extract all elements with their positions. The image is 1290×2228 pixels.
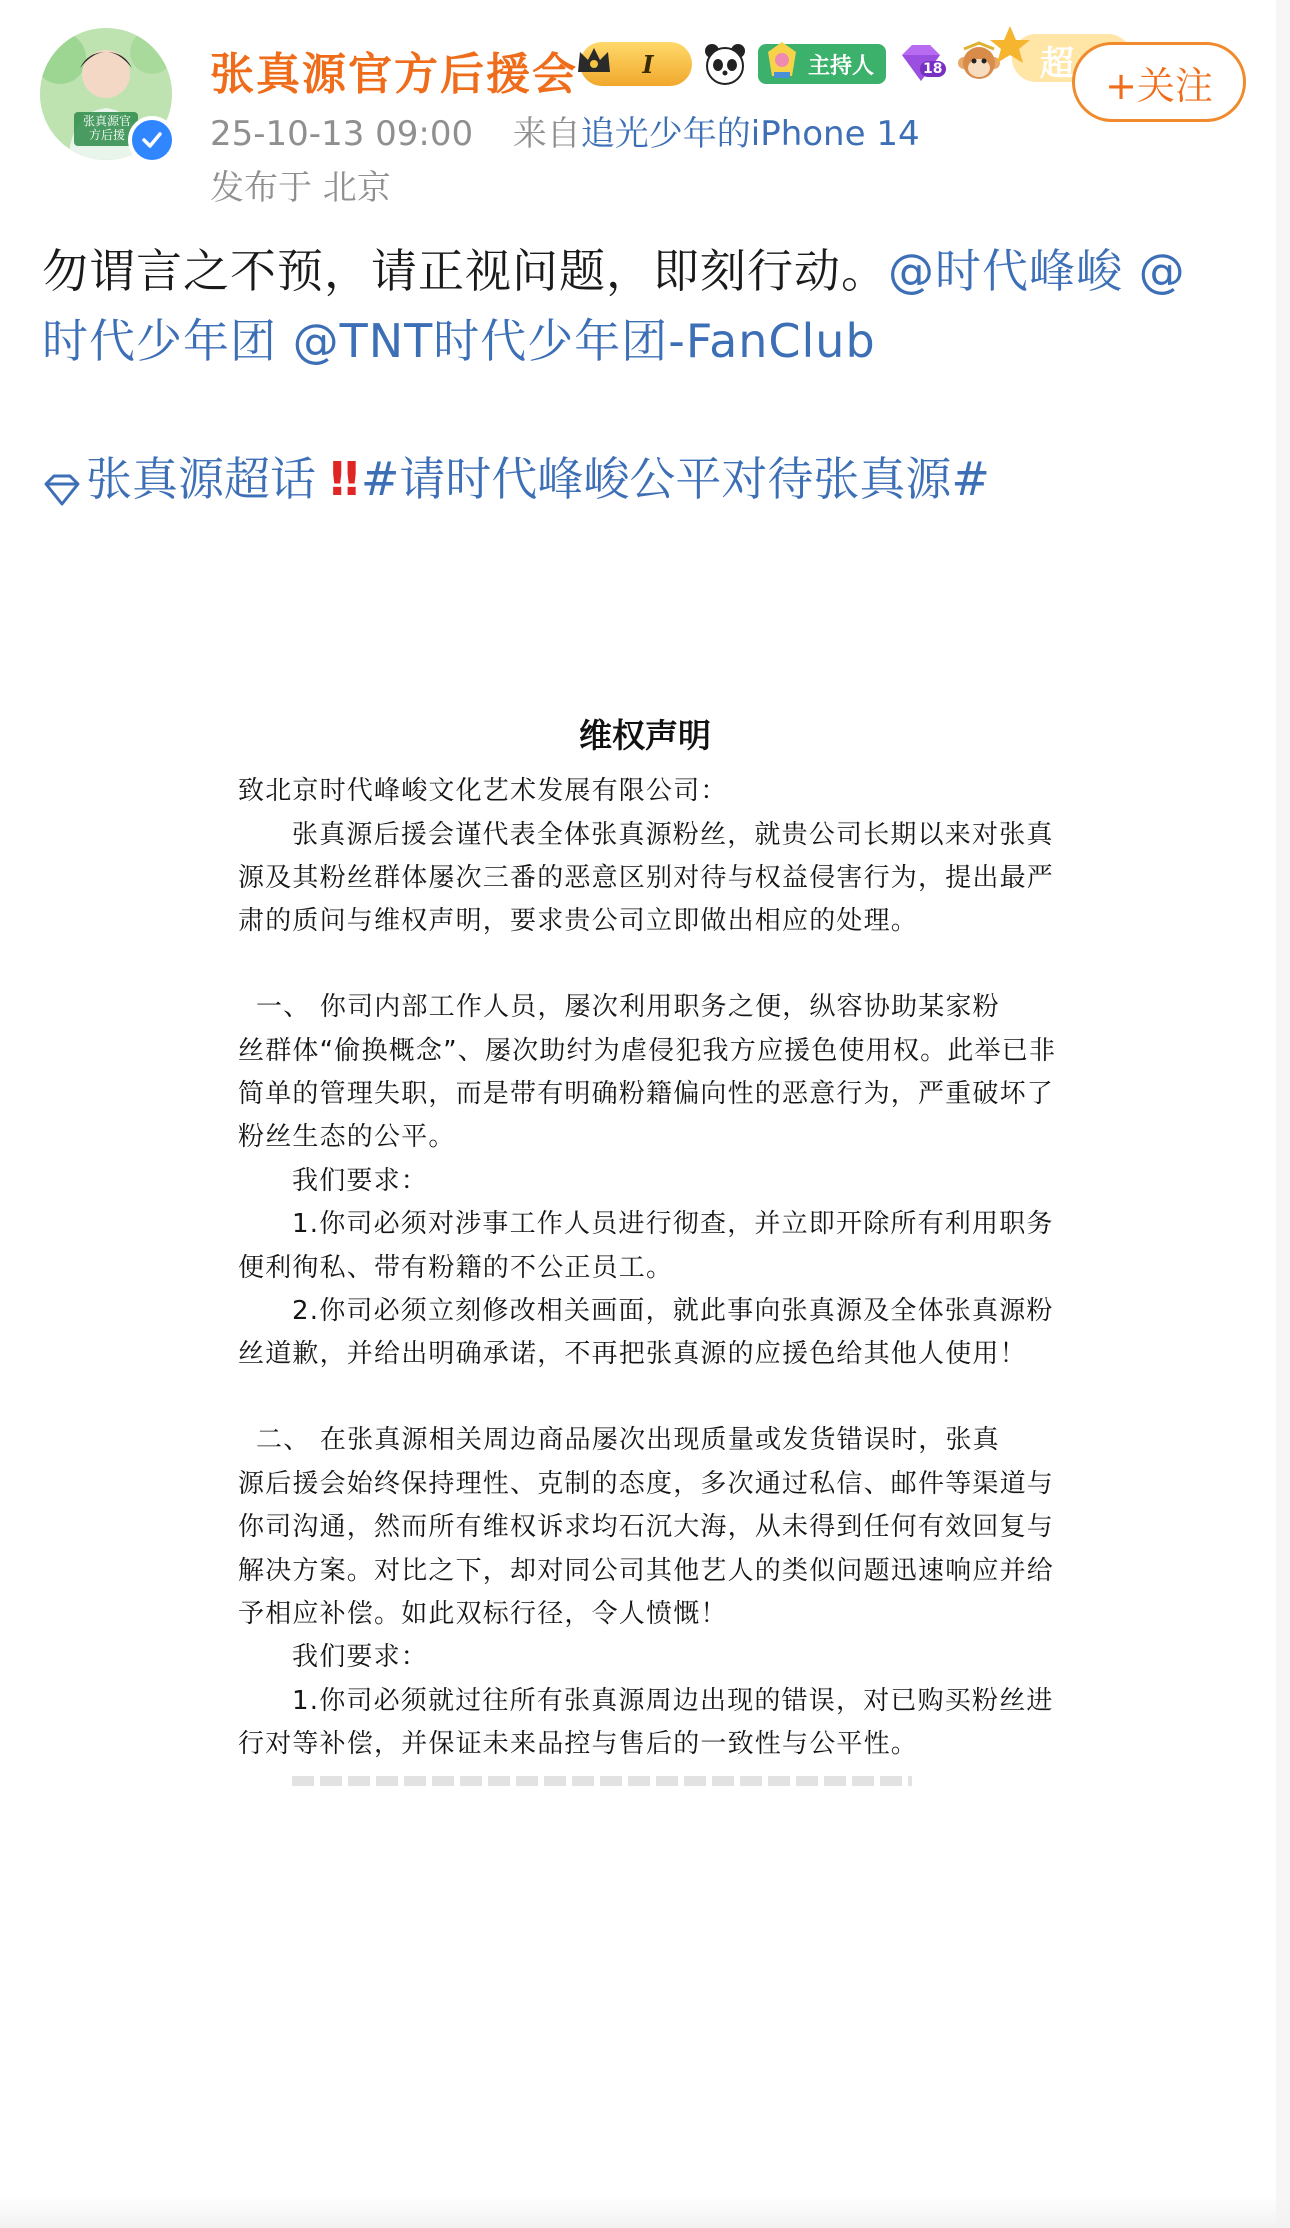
doc-line: 简单的管理失职，而是带有明确粉籍偏向性的恶意行为，严重破坏了 bbox=[238, 1079, 1055, 1109]
doc-line: 便利徇私、带有粉籍的不公正员工。 bbox=[238, 1253, 674, 1283]
post-location: 发布于 北京 bbox=[210, 168, 391, 208]
doc-line: 张真源后援会谨代表全体张真源粉丝，就贵公司长期以来对张真 bbox=[292, 820, 1054, 850]
device-link[interactable]: 追光少年的iPhone 14 bbox=[580, 114, 920, 154]
doc-line: 二、 在张真源相关周边商品屡次出现质量或发货错误时，张真 bbox=[256, 1425, 1000, 1455]
doc-line: 予相应补偿。如此双标行径，令人愤慨！ bbox=[238, 1599, 728, 1629]
doc-line: 我们要求： bbox=[292, 1642, 429, 1672]
doc-line: 粉丝生态的公平。 bbox=[238, 1122, 456, 1152]
doc-line: 我们要求： bbox=[292, 1166, 429, 1196]
verified-icon bbox=[128, 116, 176, 164]
doc-line: 你司沟通，然而所有维权诉求均石沉大海，从未得到任何有效回复与 bbox=[238, 1512, 1055, 1542]
host-badge[interactable] bbox=[758, 44, 886, 84]
double-exclamation-icon: ‼ bbox=[330, 452, 353, 506]
mention-link-3[interactable]: @TNT时代少年团-FanClub bbox=[292, 314, 876, 368]
doc-line: 致北京时代峰峻文化艺术发展有限公司： bbox=[238, 776, 728, 806]
badge-row bbox=[580, 36, 1002, 92]
statement-document-image[interactable] bbox=[150, 680, 1140, 2228]
post-time: 25-10-13 09:00 bbox=[210, 114, 474, 154]
super-tag-text: 超 bbox=[1040, 44, 1074, 84]
supertopic-diamond-icon bbox=[42, 459, 82, 499]
source-prefix: 来自 bbox=[512, 114, 581, 154]
doc-line: 行对等补偿，并保证未来品控与售后的一致性与公平性。 bbox=[238, 1729, 919, 1759]
topic-line bbox=[42, 444, 1262, 514]
page-edge bbox=[1276, 0, 1290, 2228]
bottom-fade bbox=[0, 2196, 1290, 2228]
doc-line: 丝群体“偷换概念”、屡次助纣为虐侵犯我方应援色使用权。此举已非 bbox=[238, 1036, 1057, 1066]
doc-line: 源后援会始终保持理性、克制的态度，多次通过私信、邮件等渠道与 bbox=[238, 1469, 1055, 1499]
avatar-text: 张真源官方后援 bbox=[82, 114, 131, 142]
post-header bbox=[0, 0, 1290, 210]
doc-line: 2.你司必须立刻修改相关画面，就此事向张真源及全体张真源粉 bbox=[292, 1296, 1054, 1326]
follow-button[interactable]: +关注 bbox=[1072, 42, 1246, 122]
doc-line: 丝道歉，并给出明确承诺，不再把张真源的应援色给其他人使用！ bbox=[238, 1339, 1027, 1369]
post-main-text: 勿谓言之不预，请正视问题，即刻行动。 bbox=[42, 244, 888, 298]
post-text bbox=[42, 236, 1252, 376]
panda-icon bbox=[702, 41, 748, 87]
post-meta bbox=[210, 106, 920, 155]
author-name[interactable]: 张真源官方后援会 bbox=[210, 49, 578, 100]
vip-level-text: 18 bbox=[920, 61, 945, 77]
doc-line: 肃的质问与维权声明，要求贵公司立即做出相应的处理。 bbox=[238, 906, 919, 936]
mention-link-2-prefix[interactable]: @ bbox=[1138, 244, 1186, 298]
doc-line: 源及其粉丝群体屡次三番的恶意区别对待与权益侵害行为，提出最严 bbox=[238, 863, 1055, 893]
diamond-badge-icon[interactable] bbox=[896, 41, 946, 87]
supertopic-link[interactable]: 张真源超话 bbox=[86, 452, 316, 506]
mention-link-1[interactable]: @时代峰峻 bbox=[888, 244, 1123, 298]
doc-cutoff-line bbox=[292, 1776, 912, 1786]
doc-title: 维权声明 bbox=[579, 716, 711, 755]
mention-link-2[interactable]: 时代少年团 bbox=[42, 314, 277, 368]
level-badge[interactable] bbox=[580, 42, 692, 86]
hashtag-link[interactable]: #请时代峰峻公平对待张真源# bbox=[360, 452, 990, 506]
doc-line: 1.你司必须对涉事工作人员进行彻查，并立即开除所有利用职务 bbox=[292, 1209, 1054, 1239]
doc-line: 解决方案。对比之下，却对同公司其他艺人的类似问题迅速响应并给 bbox=[238, 1556, 1055, 1586]
doc-line: 1.你司必须就过往所有张真源周边出现的错误，对已购买粉丝进 bbox=[292, 1686, 1054, 1716]
doc-line: 一、 你司内部工作人员，屡次利用职务之便，纵容协助某家粉 bbox=[256, 992, 1000, 1022]
host-badge-text: 主持人 bbox=[808, 53, 875, 79]
level-badge-text: I bbox=[642, 49, 654, 79]
